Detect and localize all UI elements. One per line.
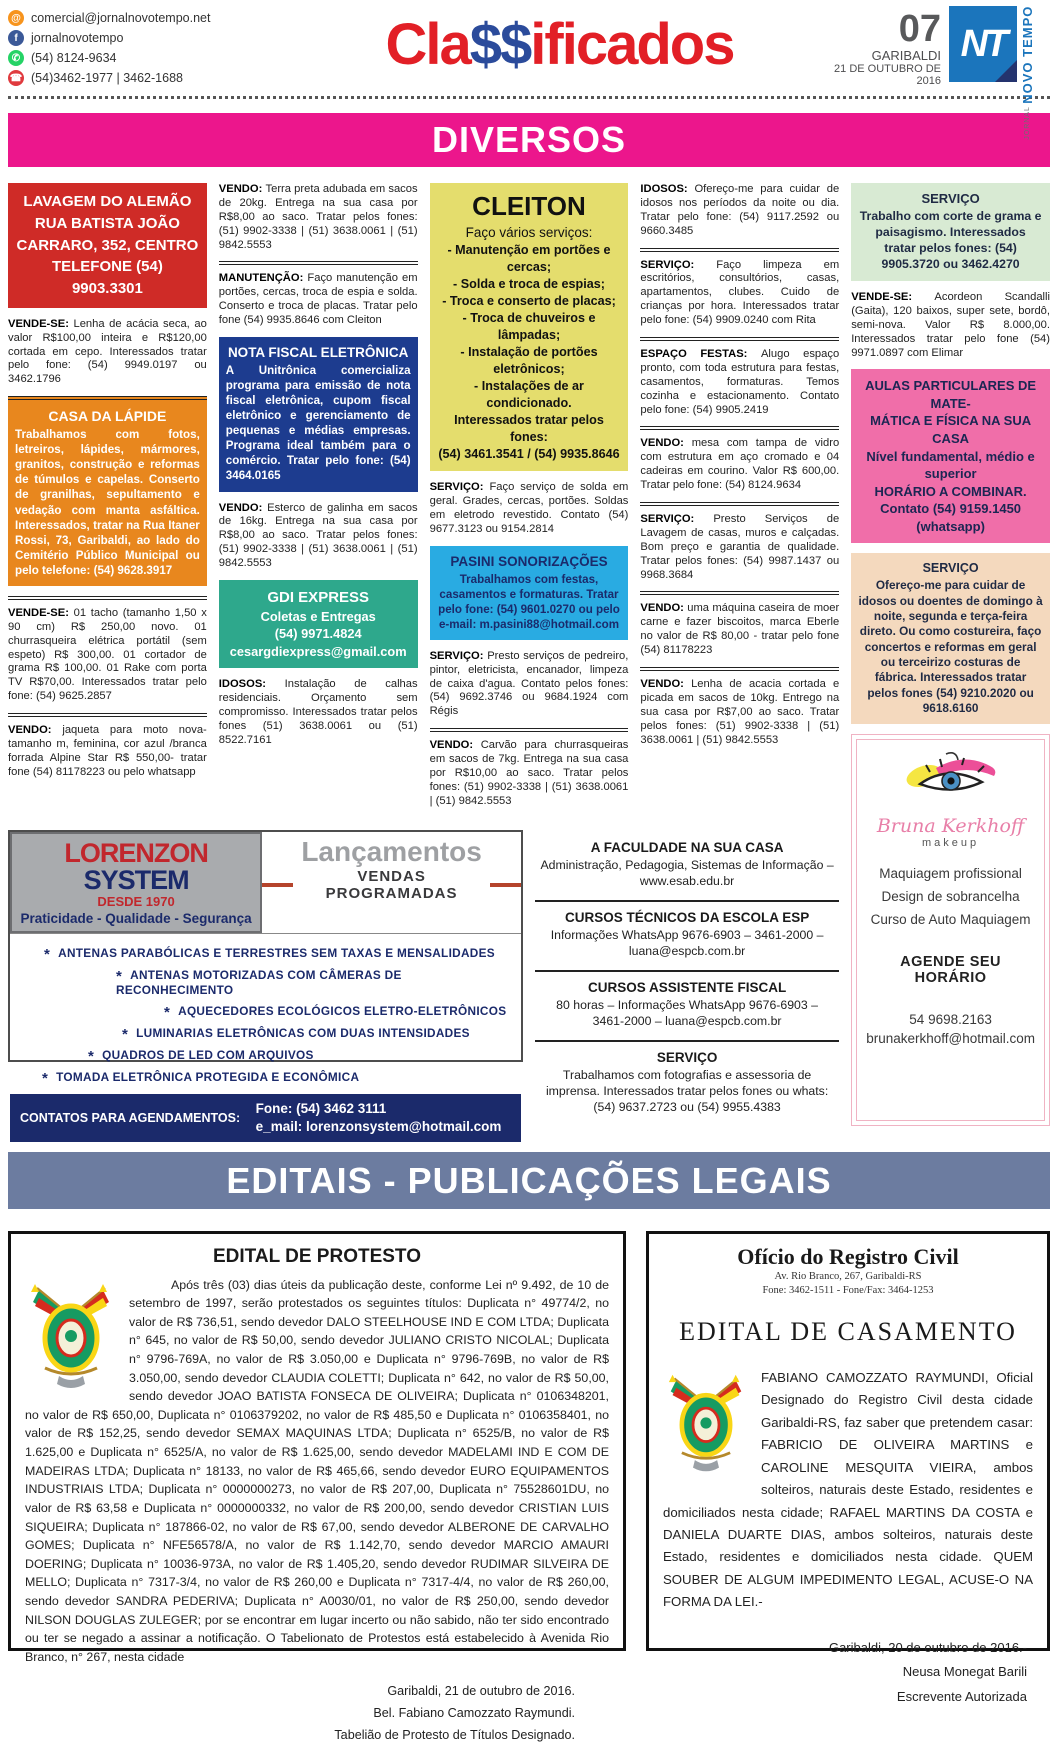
classified-box-ad [430,183,629,471]
notice-title: SERVIÇO [656,1049,718,1065]
box-ad-line: - Instalação de portões eletrônicos; [460,345,598,376]
box-ad-text: Ofereço-me para cuidar de idosos ou doentes de domingo à noite, segunda e terça-feira direto. Ou como costureira, faço concertos e reformas em geral ou terceirizo costuras de fábrica. Interessados tratar pelos fones (54) 9210.2020 ou 9618.6160 [858,578,1043,715]
whatsapp-icon: ✆ [8,50,24,66]
box-ad-line: TELEFONE (54) 9903.3301 [51,258,163,297]
launch-title: Lançamentos [301,835,482,867]
logo-corner-triangle [995,60,1017,82]
classified-ad: SERVIÇO: Presto Serviços de Lavagem de casas, muros e calçadas. Bom preço e garantia de qualidade. Tratar pelos fones: (54) 9987.1437 ou 9968.3684 [640,502,839,582]
ad-label: VENDE-SE: [8,606,74,619]
notice-ad [535,1040,839,1126]
masthead-part: Cla [385,12,470,77]
tagline: Praticidade - Qualidade - Segurança [20,910,252,926]
box-ad-line: superior [924,466,977,482]
ad-label: VENDO: [640,678,692,691]
lorenzon-contacts [256,1100,502,1136]
box-ad-line: - Solda e troca de espias; [453,277,605,291]
sign-name: Bel. Fabiano Camozzato Raymundi. [373,1706,575,1721]
brand-red-part: LORENZON [64,837,208,868]
box-ad-line: RUA BATISTA JOÃO [34,214,180,232]
box-ad-text: Trabalho com corte de grama e paisagismo. Interessados tratar pelos fones: (54) 9905.3720 ou 3462.4270 [859,209,1042,271]
classifieds-column [8,183,207,818]
classifieds-column [430,183,629,818]
classified-ad: VENDO: Esterco de galinha em sacos de 16kg. Entrega na sua casa por R$8,00 ao saco. Tratar pelos fones: (51) 9902-3338 | (51) 3638.0061 | (51) 9842.5553 [218,501,418,570]
lorenzon-product-list [10,934,521,1094]
box-ad-text: A Unitrônica comercializa programa para emissão de nota fiscal eletrônica, cupom fiscal eletrônico e gerenciamento de pequenas e médias empresas. Programa ideal também para o comércio. Tratar pelo fone: (54) 3464.0165 [225,364,411,483]
classified-ad: VENDO: jaqueta para moto nova-tamanho m, feminina, cor azul /branca forrada Alpine Star R$ 550,00- tratar fone (54) 81178223 ou pelo whatsapp [8,713,207,780]
registry-office-name: Ofício do Registro Civil [737,1243,959,1269]
sign-date: Garibaldi, 20 de outubro de 2016.- [828,1639,1027,1655]
box-ad-line: Contato (54) 9159.1450 (whatsapp) [880,501,1022,534]
newspaper-logo [949,6,1050,140]
sign-date: Garibaldi, 21 de outubro de 2016. [387,1684,575,1699]
schedule-cta: AGENDE SEU HORÁRIO [900,954,1002,987]
page-number: 07 [898,8,941,50]
classified-ad: VENDE-SE: Acordeon Scandalli (Gaita), 120 baixos, super sete, bordô, semi-nova. Valor R$ 8.000,00. Interessados tratar pelo fone (54) 9971.0897 com Elimar [851,290,1050,359]
masthead-part: ificados [530,12,734,77]
box-ad-line: (54) 3461.3541 / (54) 9935.8646 [438,447,620,461]
classified-box-ad [851,553,1050,724]
column-ads [851,183,1050,734]
notice-title: A FACULDADE NA SUA CASA [590,839,784,855]
classified-ad: SERVIÇO: Faço limpeza em escritórios, consultórios, casas, apartamentos, clubes. Cuido de crianças por hora. Interessados tratar pelo fone: (54) 9909.0240 com Rita [640,248,839,328]
brand-makeup-label: makeup [922,837,980,850]
sign-role: Escrevente Autorizada [896,1689,1027,1705]
sign-name: Neusa Monegat Barili [902,1664,1027,1680]
box-ad-line: (54) 9971.4824 [274,626,362,642]
lorenzon-brand [16,837,256,895]
lorenzon-system-ad [8,830,523,1134]
ad-label: VENDO: [218,183,266,195]
classified-ad: IDOSOS: Instalação de calhas residenciais. Orçamento sem compromisso. Interessados tratar pelos fones (51) 3638.0061 ou (51) 8522.7161 [218,678,418,746]
protesto-body-text: Após três (03) dias úteis da publicação deste, conforme Lei nº 9.492, de 10 de setembro de 1997, serão protestados os seguintes títulos: Duplicata n° 49774/2, no valor de R$ 736,51, sendo devedor DALO STEELHOUSE IND E COM LTDA; Duplicata n° 645, no valor de R$ 50,00, sendo devedor JULIANO CRISTO NICOLAL; Duplicata n° 9796-769A, no valor de R$ 3.050,00 e Duplicata n° 9796-769B, no valor de R$ 3.050,00, sendo devedor CLAUDIA COLETTI; Duplicata n° 642, no valor de R$ 50,00, sendo devedor JOAO BATISTA FONSECA DE OLIVEIRA; Duplicata n° 0106348201, no valor de R$ 650,00, Duplicata n° 0106379202, no valor de R$ 485,50 e Duplicata n° 0106358401, no valor de R$ 152,25, sendo devedor SEMAX MAQUINAS LTDA; Duplicata n° 6525/B, no valor de R$ 1.625,00 e Duplicata n° 6525/A, no valor de R$ 1.625,00, sendo devedor MADELAMI IND E COM DE MADEIRAS LTDA; Duplicata n° 18133, no valor de R$ 465,66, sendo devedor EURO EQUIPAMENTOS INDUSTRIAIS LTDA; Duplicata n° 0000000273, no valor de R$ 207,00, Duplicata n° 75528601DU, no valor de R$ 63,58 e Duplicata n° 0000000332, no valor de R$ 200,00, sendo devedor CRISTIAN LUIS SIQUEIRA; Duplicata n° 187866-02, no valor de R$ 67,00, sendo devedor ALBERONE DE CARVALHO GOMES; Duplicata n° NFE56578/A, no valor de R$ 1.142,70, sendo devedor MARCIO AMAURI DOERING; Duplicata n° 10036-973A, no valor de R$ 1.405,20, sendo devedor RUDIMAR SILVEIRA DE MELLO; Duplicata n° 7317-3/4, no valor de R$ 260,00 e Duplicata n° 7317-4/4, no valor de R$ 260,00, sendo devedor SANDRA PEDERIVA; Duplicata n° A0030/01, no valor de R$ 250,00, sendo devedor NILSON DOUGLAS ZULEGER; por se encontrar em lugar incerto ou não sabido, não ter sido encontrado ou ter se negado a assinar a notificação. O Tabelionato de Protestos está estabelecido à Avenida Rio Branco, n° 267, nesta cidade [25,1277,609,1664]
box-ad-text: Trabalhamos com festas, casamentos e formaturas. Tratar pelo fone: (54) 9601.0270 ou pelo e-mail: m.pasini88@hotmail.com [438,572,620,631]
lorenzon-footer [10,1094,521,1142]
classified-box-ad [851,369,1050,543]
ad-label: MANUTENÇÃO: [218,272,308,285]
classified-box-ad [219,337,418,492]
rs-coat-of-arms-icon [25,1280,117,1397]
classified-ad: VENDO: mesa com tampa de vidro com estrutura em aço cromado e 04 cadeiras em courino. Valor R$ 600,00. Tratar pelo fone: (54) 8124.9634 [640,426,839,493]
casamento-title: EDITAL DE CASAMENTO [679,1316,1017,1346]
registry-address: Av. Rio Branco, 267, Garibaldi-RS [774,1270,922,1282]
lorenzon-product-item: * ANTENAS MOTORIZADAS COM CÂMERAS DE RECONHECIMENTO [16,966,515,997]
lorenzon-product-item: * ANTENAS PARABÓLICAS E TERRESTRES SEM TAXAS E MENSALIDADES [16,944,515,961]
classified-ad: VENDO: Carvão para churrasqueiras em sacos de 7kg. Entrega na sua casa por R$10,00 ao saco. Tratar pelos fones: (51) 9902-3338 | (51) 3638.0061 | (51) 9842.5553 [430,728,629,808]
contact-row [8,70,288,86]
service-line: Maquiagem profissional [879,866,1022,882]
box-ad-line: CARRARO, 352, CENTRO [16,236,199,254]
ad-label: VENDO: [8,724,63,737]
box-ad-text: Trabalhamos com fotos, letreiros, lápides, mármores, granitos, construção e reformas de túmulos e capelas. Conserto de granilhas, sepultamento e vedação com manta asfáltica. Interessados, tratar na Rua Itaner Rossi, 73, Garibaldi, ao lado do Cemitério Público Municipal ou pelo telefone: (54) 9628.3917 [15,428,200,577]
casamento-signature [663,1636,1033,1710]
lorenzon-phone: Fone: (54) 3462 3111 [255,1100,387,1116]
ad-label: SERVIÇO: [640,258,717,271]
classifieds-grid [8,183,1050,1134]
email-icon: @ [8,10,24,26]
section-banner-editais: EDITAIS - PUBLICAÇÕES LEGAIS [8,1152,1050,1209]
classified-ad: VENDE-SE: Lenha de acácia seca, ao valor R$100,00 inteira e R$120,00 cortada em cepo. Interessados tratar pelo fone: (54) 9949.0197 ou 3462.1796 [8,317,207,386]
classified-ad: ESPAÇO FESTAS: Alugo espaço pronto, com toda estrutura para festas, casamentos, formaturas. Temos cozinha e estacionamento. Contato pelo fone: (54) 9905.2419 [640,337,839,417]
contact-label: CONTATOS PARA AGENDAMENTOS: [20,1110,241,1125]
bruna-phone: 54 9698.2163 [909,1012,992,1028]
notice-text: 80 horas – Informações WhatsApp 9676-6903 – 3461-2000 – luana@espcb.com.br [556,997,818,1028]
classified-ad: VENDO: uma máquina caseira de moer carne e fazer biscoitos, marca Eberle no valor de R$ 80,00 - tratar pelo fone (54) 81178223 [640,591,839,658]
bruna-kerkhoff-ad [851,734,1050,1125]
contact-row [8,10,288,26]
since-label: DESDE 1970 [97,893,175,909]
notice-title: CURSOS TÉCNICOS DA ESCOLA ESP [564,909,810,925]
contact-text: jornalnovotempo [31,31,124,45]
notice-ad [535,832,839,900]
classifieds-column [219,183,418,818]
protesto-title: EDITAL DE PROTESTO [213,1245,421,1267]
classified-box-ad [219,580,418,668]
ad-label: ESPAÇO FESTAS: [640,348,761,361]
classified-box-ad [8,183,207,308]
box-ad-line: AULAS PARTICULARES DE MATE- [865,378,1037,411]
box-ad-line: Interessados tratar pelos fones: [454,413,604,444]
ad-label: SERVIÇO: [429,481,490,493]
lorenzon-header [10,832,521,934]
classified-ad: VENDE-SE: 01 tacho (tamanho 1,50 x 90 cm) R$ 250,00 novo. 01 churrasqueira elétrica portátil (sem espeto) R$ 300,00. 01 cortador de grama R$ 100,00. 01 Rake com porta TV R$70,00. Interessados tratar pelo fone: (54) 9625.2857 [8,596,207,704]
brand-script-name: Bruna Kerkhoff [876,815,1025,838]
edition-date: 21 DE OUTUBRO DE 2016 [834,63,941,88]
box-ad-line: - Instalações de ar condicionado. [474,379,584,410]
service-line: Design de sobrancelha [881,889,1020,905]
rs-coat-of-arms-icon [663,1371,749,1480]
box-ad-title: CASA DA LÁPIDE [48,408,167,425]
classified-ad: VENDO: Lenha de acacia cortada e picada em sacos de 10kg. Entrego na sua casa por R$7,00 ao saco. Tratar pelos fones: (51) 9902-3338 | (51) 3638.0061 | (51) 9842.5553 [640,667,839,747]
casamento-body-text: FABIANO CAMOZZATO RAYMUNDI, Oficial Designado do Registro Civil desta cidade Garibaldi-RS, faz saber que pretendem casar: FABRICIO DE OLIVEIRA MARTINS e CAROLINE MESQUITA VIEIRA, ambos solteiros, naturais deste Estado, residentes e domiciliados nesta cidade; RAFAEL MARTINS DA COSTA e DANIELA DUARTE DIAS, ambos solteiros, naturais deste Estado, residentes e domiciliados nesta cidade. QUEM SOUBER DE ALGUM IMPEDIMENTO LEGAL, ACUSE-O NA FORMA DA LEI.- [663,1369,1033,1610]
middle-notices-column [535,830,839,1126]
ad-label: VENDO: [218,501,268,514]
ad-label: IDOSOS: [218,678,285,691]
city-label: GARIBALDI [871,48,941,64]
box-ad-title: SERVIÇO [922,561,979,576]
ad-label: VENDE-SE: [851,290,935,303]
box-ad-line: HORÁRIO A COMBINAR. [874,483,1027,499]
notice-text: Informações WhatsApp 9676-6903 – 3461-2000 – luana@espcb.com.br [550,927,824,958]
makeup-eye-logo-icon [863,750,1038,819]
box-ad-line: MÁTICA E FÍSICA NA SUA CASA [870,413,1032,447]
service-line: Curso de Auto Maquiagem [870,912,1031,928]
notice-title: CURSOS ASSISTENTE FISCAL [587,979,787,995]
ad-label: SERVIÇO: [429,649,488,662]
notice-ad [535,970,839,1040]
masthead-title [288,6,831,77]
ad-label: VENDO: [429,739,481,752]
box-ad-line: GDI EXPRESS [267,588,370,606]
lorenzon-product-item: * TOMADA ELETRÔNICA PROTEGIDA E ECONÔMICA [16,1068,515,1085]
classified-box-ad [8,396,207,586]
classified-box-ad [430,546,629,640]
box-ad-title: CLEITON [472,191,586,221]
lorenzon-launch-panel [262,832,521,933]
logo-jornal-label: JORNAL [1024,106,1031,140]
classified-ad: IDOSOS: Ofereço-me para cuidar de idosos nos períodos da noite ou dia. Tratar pelo fone: (54) 9117.2592 ou 9660.3485 [640,183,840,237]
sign-role: Tabelião de Protesto de Títulos Designado. [334,1728,575,1743]
box-ad-line: - Troca de chuveiros e lâmpadas; [462,311,596,342]
logo-side-text [1020,6,1035,140]
box-ad-line: cesargdiexpress@gmail.com [229,643,407,659]
protesto-signature [25,1680,609,1746]
classified-ad: VENDO: Terra preta adubada em sacos de 20kg. Entrega na sua casa por R$8,00 ao saco. Tratar pelos fones: (51) 9902-3338 | (51) 3638.0061 | (51) 9842.5553 [218,183,418,251]
contact-text: (54) 8124-9634 [31,51,117,65]
registry-phones: Fone: 3462-1511 - Fone/Fax: 3464-1253 [762,1285,934,1297]
section-banner-diversos: DIVERSOS [8,113,1050,167]
bruna-email: brunakerkhoff@hotmail.com [866,1031,1035,1047]
ad-label: VENDO: [640,437,692,450]
contact-text: (54)3462-1977 | 3462-1688 [31,71,183,85]
classified-ad: MANUTENÇÃO: Faço manutenção em portões, cercas, troca de espia e solda. Conserto e troca de placas. Tratar pelo fone (54) 9935.8646 com Cleiton [219,261,418,328]
bruna-kerkhoff-ad-inner [856,739,1045,1120]
classifieds-column [640,183,839,818]
box-ad-line: - Manutenção em portões e cercas; [447,243,611,274]
logo-name-label: NOVO TEMPO [1020,6,1035,105]
edital-de-casamento-box [646,1231,1050,1705]
contact-row [8,50,288,66]
editais-row [8,1231,1050,1743]
notice-text: Administração, Pedagogia, Sistemas de Informação – www.esab.edu.br [540,857,834,888]
classifieds-column [851,183,1050,1126]
box-ad-title: PASINI SONORIZAÇÕES [450,553,608,569]
classified-ad: SERVIÇO: Faço serviço de solda em geral. Grades, cercas, portões. Soldas em eletrodo revestido. Contato (54) 9677.3123 ou 9154.2814 [429,481,629,535]
ad-label: SERVIÇO: [640,513,714,526]
launch-subtitle: VENDAS PROGRAMADAS [262,868,521,902]
dollar-signs: $$ [469,12,531,77]
box-ad-line: Coletas e Entregas [260,609,376,625]
phone-icon: ☎ [8,70,24,86]
ad-label: IDOSOS: [640,183,695,195]
lorenzon-brand-panel [10,832,262,933]
notice-ad [535,900,839,970]
nt-logo-letters: NT [960,22,1006,65]
lorenzon-product-item: * AQUECEDORES ECOLÓGICOS ELETRO-ELETRÔNICOS [16,1002,515,1019]
box-ad-title: SERVIÇO [921,191,980,206]
classified-ad: SERVIÇO: Presto serviços de pedreiro, pintor, eletricista, encanador, limpeza de caixa d'agua. Contato pelos fones: (54) 9692.3746 ou 9684.1924 com Régis [429,649,629,718]
contact-row [8,30,288,46]
edition-info [831,6,941,87]
box-ad-line: - Troca e conserto de placas; [442,294,616,308]
notice-text: Trabalhamos com fotografias e assessoria de imprensa. Interessados tratar pelos fones ou whats: (54) 9637.2723 ou (54) 9955.4383 [545,1067,829,1114]
contact-text: comercial@jornalnovotempo.net [31,11,211,25]
ad-label: VENDO: [640,602,688,615]
box-ad-line: LAVAGEM DO ALEMÃO [23,193,192,210]
lorenzon-email: e_mail: lorenzonsystem@hotmail.com [255,1118,502,1134]
classified-box-ad [851,183,1050,281]
lorenzon-product-item: * QUADROS DE LED COM ARQUIVOS [16,1046,515,1063]
box-ad-subtitle: Faço vários serviços: [465,225,593,240]
ad-label: VENDE-SE: [8,317,74,330]
lorenzon-product-item: * LUMINARIAS ELETRÔNICAS COM DUAS INTENSIDADES [16,1024,515,1041]
contact-list [8,6,288,90]
edital-de-protesto-box [8,1231,626,1743]
brand-navy-part: SYSTEM [83,864,189,895]
lorenzon-ad-frame [8,830,523,1134]
facebook-icon: f [8,30,24,46]
nt-logo-icon [949,6,1017,82]
box-ad-title: NOTA FISCAL ELETRÔNICA [227,345,409,361]
box-ad-line: Nível fundamental, médio e [866,448,1035,464]
